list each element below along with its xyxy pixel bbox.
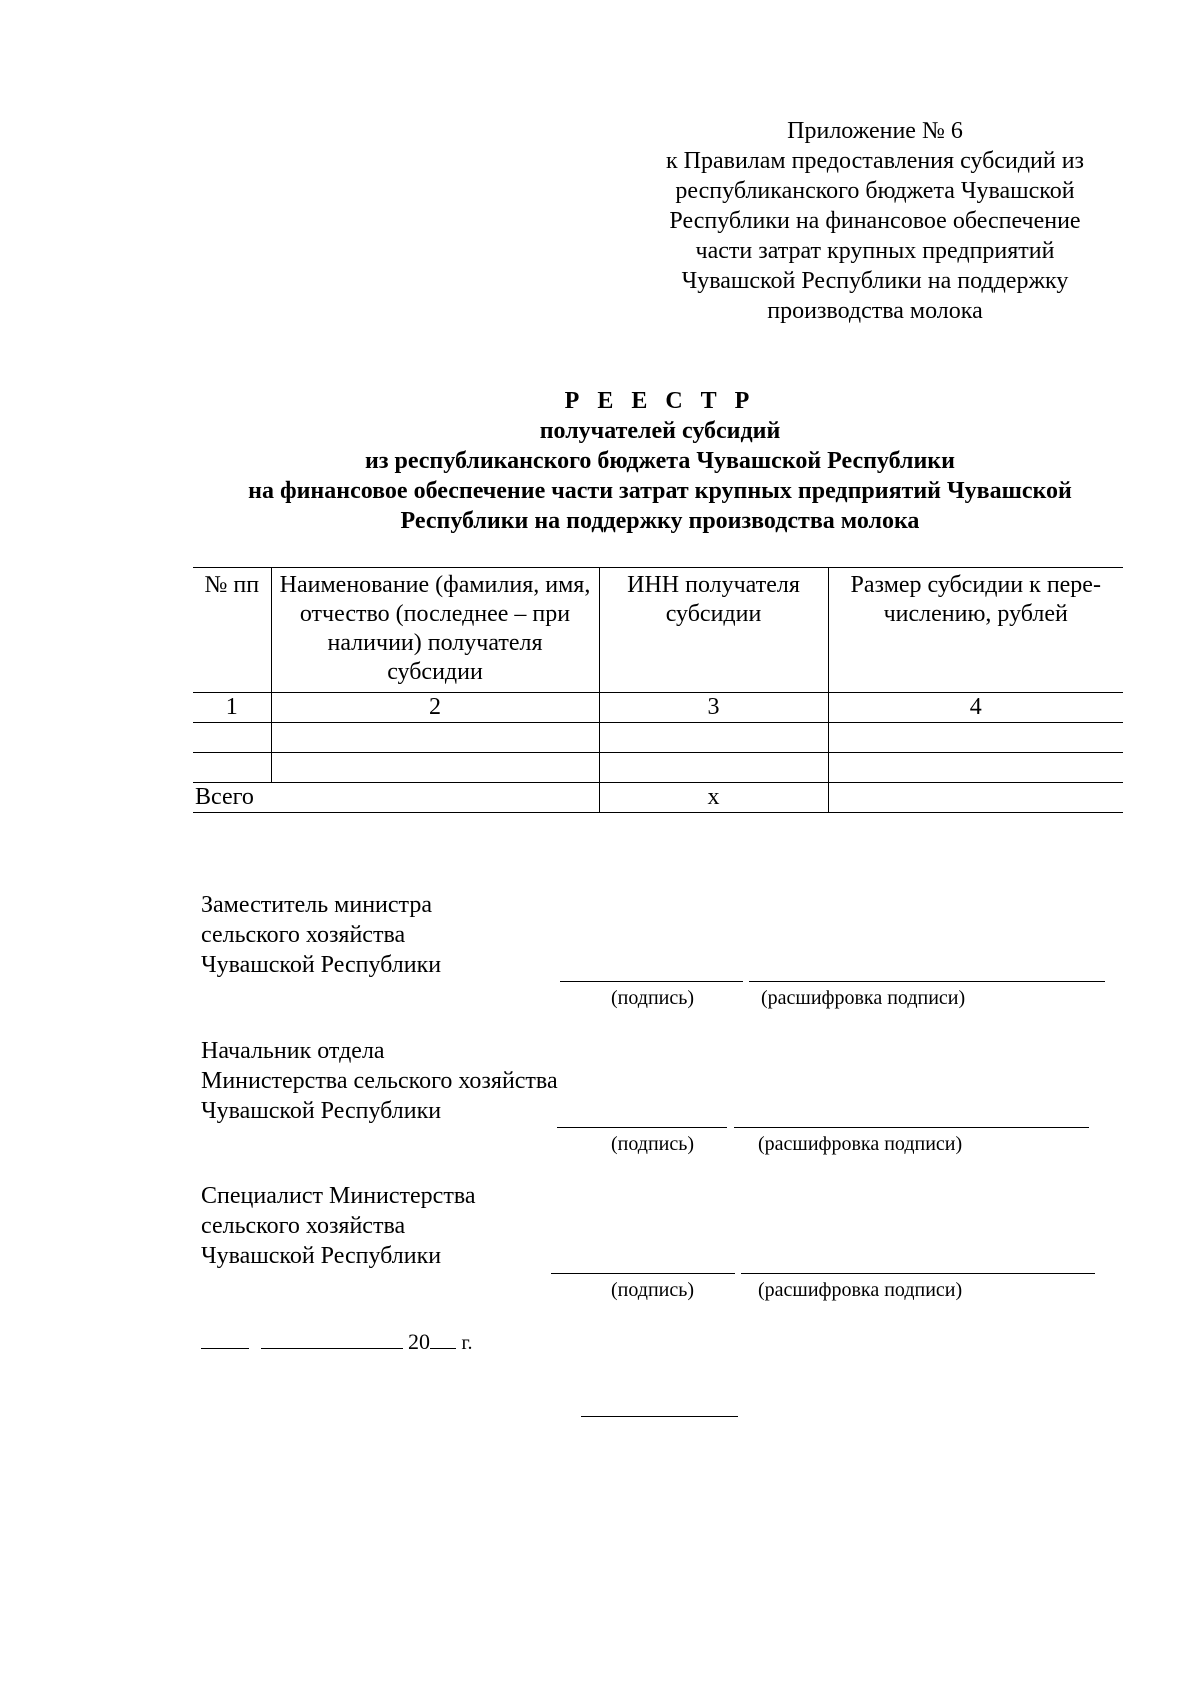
signature-block-specialist [201,1181,1141,1301]
appendix-line: производства молока [767,298,983,324]
col-header-name: Наименование (фамилия, имя, отчество (последнее – при наличии) получателя субсидии [271,568,599,693]
appendix-line: республиканского бюджета Чувашской [675,178,1075,204]
signature-caption: (подпись) [611,987,695,1009]
registry-table [193,567,1123,813]
total-label: Всего [193,783,599,813]
title-main: Р Е Е С Т Р [564,388,756,414]
table-cell [271,723,599,753]
signature-caption: (подпись) [611,1133,695,1155]
position-line: Специалист Министерства [201,1183,476,1209]
date-year-field[interactable] [430,1326,456,1349]
position-line: Министерства сельского хозяйства [201,1068,558,1094]
appendix-line: Приложение № 6 [787,118,963,144]
total-row [193,783,1123,813]
signature-block-department-head [201,1036,1141,1155]
column-number: 3 [599,693,828,723]
signatory-position [201,1181,1141,1271]
signature-field[interactable] [560,981,743,982]
position-line: Начальник отдела [201,1038,385,1064]
col-header-number: № пп [193,568,271,693]
signature-decoding-field[interactable] [749,981,1105,982]
col-header-inn: ИНН получателя субсидии [599,568,828,693]
table-cell [828,723,1123,753]
signature-decoding-field[interactable] [734,1127,1089,1128]
table-header-row [193,568,1123,693]
signatory-position [201,1036,1141,1126]
title-line: на финансовое обеспечение части затрат крупных предприятий Чувашской [248,478,1072,504]
title-line: получателей субсидий [539,418,781,444]
table-cell [828,753,1123,783]
signature-caption: (подпись) [611,1279,695,1301]
title-line: Республики на поддержку производства молока [400,508,920,534]
table-cell [193,753,271,783]
table-cell [599,723,828,753]
decoding-caption: (расшифровка подписи) [758,1133,963,1155]
appendix-line: к Правилам предоставления субсидий из [665,148,1085,174]
date-day-field[interactable] [201,1326,249,1349]
position-line: сельского хозяйства [201,922,406,948]
position-line: Чувашской Республики [201,1098,442,1124]
appendix-header [620,116,1130,326]
signatory-position [201,890,1141,980]
position-line: сельского хозяйства [201,1213,406,1239]
signature-field[interactable] [557,1127,727,1128]
table-row [193,753,1123,783]
table-cell [193,723,271,753]
end-divider [581,1416,738,1417]
signature-block-deputy-minister [201,890,1141,1009]
column-number: 1 [193,693,271,723]
total-inn-cell: х [599,783,828,813]
date-year-suffix: г. [461,1332,473,1354]
table-cell [271,753,599,783]
decoding-caption: (расшифровка подписи) [758,1279,963,1301]
column-number: 2 [271,693,599,723]
position-line: Чувашской Республики [201,952,442,978]
appendix-line: Чувашской Республики на поддержку [681,268,1069,294]
title-line: из республиканского бюджета Чувашской Республики [365,448,955,474]
table-cell [599,753,828,783]
date-year-prefix: 20 [408,1329,430,1354]
signature-field[interactable] [551,1273,735,1274]
decoding-caption: (расшифровка подписи) [761,987,966,1009]
signature-decoding-field[interactable] [741,1273,1095,1274]
date-line [201,1326,472,1358]
appendix-line: части затрат крупных предприятий [695,238,1055,264]
column-numbers-row [193,693,1123,723]
document-title [180,386,1140,536]
total-amount-cell [828,783,1123,813]
table-row [193,723,1123,753]
column-number: 4 [828,693,1123,723]
date-month-field[interactable] [261,1326,403,1349]
position-line: Чувашской Республики [201,1243,442,1269]
position-line: Заместитель министра [201,892,432,918]
col-header-amount: Размер субсидии к пере-числению, рублей [828,568,1123,693]
appendix-line: Республики на финансовое обеспечение [669,208,1081,234]
